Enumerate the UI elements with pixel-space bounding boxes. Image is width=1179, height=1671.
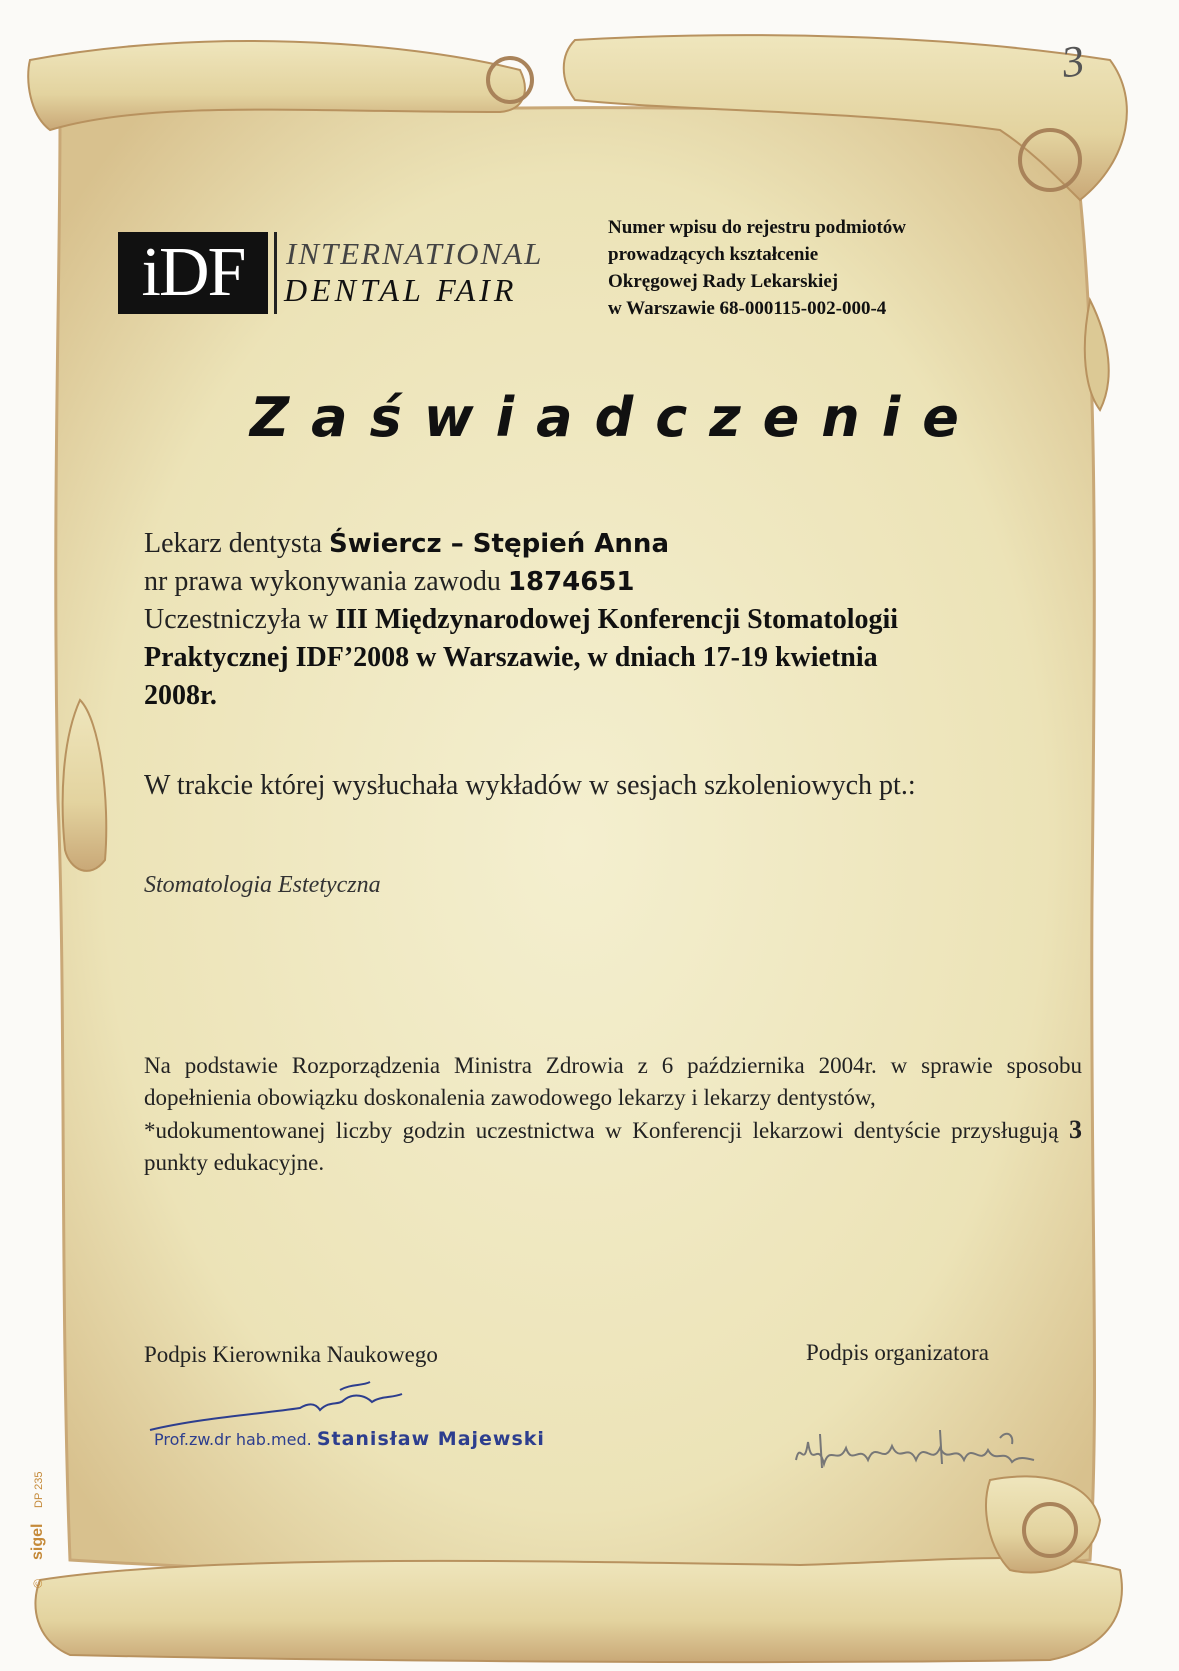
logo-mark: iDF [118, 232, 268, 314]
logo-line-2: DENTAL FAIR [284, 272, 518, 308]
organizer-signature-label: Podpis organizatora [806, 1340, 989, 1365]
scientific-head-name: Stanisław Majewski [316, 1428, 545, 1450]
registry-line-4: w Warszawie 68-000115-002-000-4 [608, 298, 887, 319]
legal-basis [144, 1050, 1082, 1179]
conference-line-3: 2008r. [144, 680, 217, 711]
education-points: 3 [1069, 1115, 1082, 1144]
conference-line-2: Praktycznej IDF’2008 w Warszawie, w dniach 17-19 kwietnia [144, 642, 878, 673]
legal-text-1: Na podstawie Rozporządzenia Ministra Zdrowia z 6 października 2004r. w sprawie sposobu dopełnienia obowiązku doskonalenia zawodowego lekarzy i lekarzy dentystów, [144, 1053, 1082, 1110]
registry-line-1: Numer wpisu do rejestru podmiotów [608, 217, 907, 238]
idf-logo [118, 232, 558, 316]
registry-block [608, 214, 1008, 322]
license-label: nr prawa wykonywania zawodu [144, 566, 501, 597]
page-number-mark: 3 [1058, 35, 1088, 88]
scientific-head-title: Prof.zw.dr hab.med. [154, 1430, 312, 1449]
attendance-prefix: Uczestniczyła w [144, 604, 329, 635]
participant-name: Świercz – Stępień Anna [329, 529, 669, 559]
conference-line-1: III Międzynarodowej Konferencji Stomatologii [335, 604, 899, 635]
registry-line-2: prowadzących kształcenie [608, 244, 819, 265]
certificate-title: Zaświadczenie [250, 386, 981, 449]
legal-text-2: *udokumentowanej liczby godzin uczestnictwa w Konferencji lekarzowi dentyście przysługują [144, 1118, 1059, 1143]
sigel-code: DP 235 [33, 1471, 45, 1508]
license-number: 1874651 [507, 567, 635, 597]
lectures-intro: W trakcie której wysłuchała wykładów w sesjach szkoleniowych pt.: [144, 770, 916, 801]
organizer-signature [790, 1420, 1040, 1480]
participant-prefix: Lekarz dentysta [144, 528, 323, 559]
registry-line-3: Okręgowej Rady Lekarskiej [608, 271, 839, 292]
attendance-line-1 [144, 602, 1044, 638]
sigel-brand: sigel [29, 1523, 46, 1560]
participant-line [144, 526, 1044, 562]
sigel-margin-mark [14, 1450, 54, 1590]
session-title: Stomatologia Estetyczna [144, 872, 381, 898]
license-line [144, 564, 1044, 600]
logo-line-1: INTERNATIONAL [286, 236, 544, 271]
legal-text-2-wrap [144, 1114, 1082, 1179]
scientific-head-signature-label: Podpis Kierownika Naukowego [144, 1342, 438, 1367]
scientific-head-stamp [154, 1428, 545, 1450]
logo-divider [274, 232, 277, 314]
sigel-copyright: © [31, 1579, 45, 1588]
legal-text-3: punkty edukacyjne. [144, 1150, 325, 1175]
